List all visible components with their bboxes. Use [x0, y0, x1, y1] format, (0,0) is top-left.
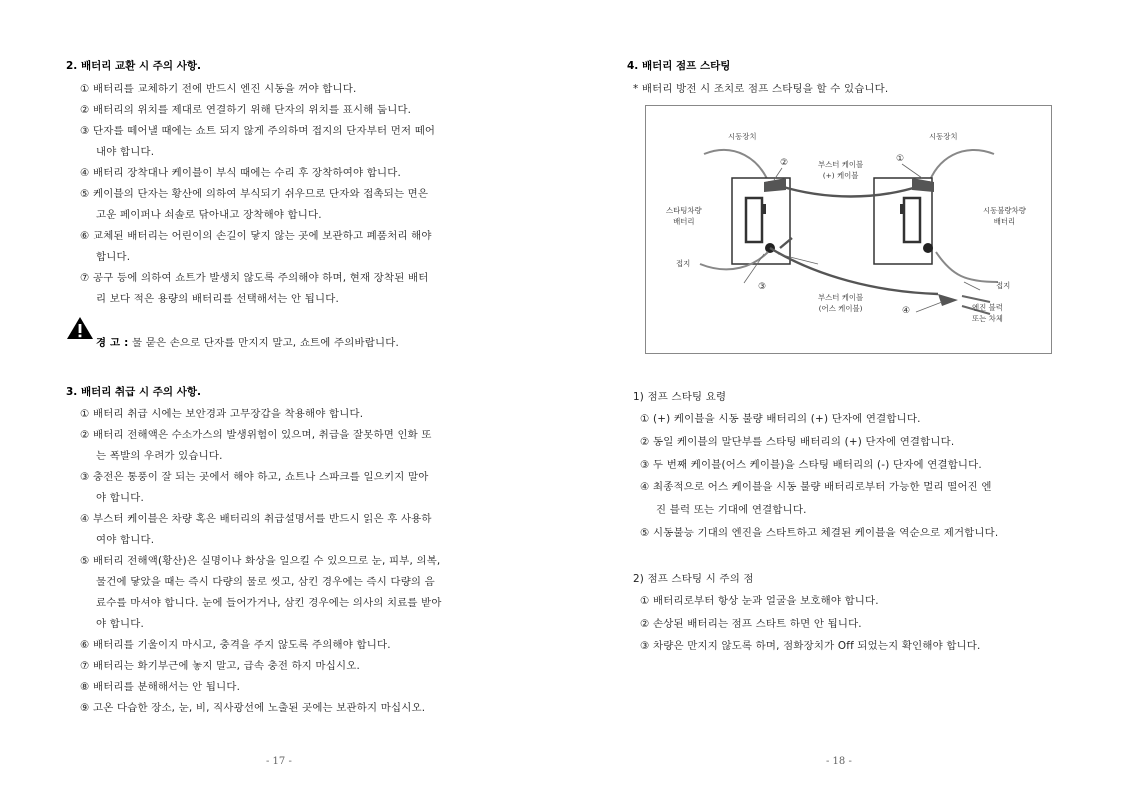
page-number-left: - 17 - — [266, 756, 292, 767]
section3-line: ① 배터리 취급 시에는 보안경과 고무장갑을 착용해야 합니다. — [80, 408, 364, 420]
page-number-right: - 18 - — [826, 756, 852, 767]
earth-cable-label: 부스터 케이블 (어스 케이블) — [818, 293, 864, 313]
warning-label: 경 고 : — [96, 337, 129, 349]
warning-message: 물 묻은 손으로 단자를 만지지 말고, 쇼트에 주의바랍니다. — [128, 337, 399, 349]
section3-line: 야 합니다. — [96, 492, 144, 504]
section3-line: 료수를 마셔야 합니다. 눈에 들어가거나, 삼킨 경우에는 의사의 치료를 받아 — [96, 597, 442, 609]
marker-2: ② — [780, 158, 789, 168]
section2-line: 고운 페이퍼나 쇠솔로 닦아내고 장착해야 합니다. — [96, 209, 322, 221]
section2-line: ⑥ 교체된 배터리는 어린이의 손길이 닿지 않는 곳에 보관하고 폐품처리 해야 — [80, 230, 432, 242]
marker-4: ④ — [902, 306, 911, 316]
section2-line: 합니다. — [96, 251, 131, 263]
subsection1-heading: 1) 점프 스타팅 요령 — [633, 391, 727, 403]
subsection2-line: ③ 차량은 만지지 않도록 하며, 점화장치가 Off 되었는지 확인해야 합니다. — [640, 640, 981, 652]
right-minus-terminal — [923, 243, 933, 253]
section2-heading: 2. 배터리 교환 시 주의 사항. — [66, 60, 201, 72]
left-battery-label: 스타팅차량 배터리 — [666, 206, 702, 226]
section4-note: * 배터리 방전 시 조치로 점프 스타팅을 할 수 있습니다. — [633, 83, 889, 95]
section2-line: ⑦ 공구 등에 의하여 쇼트가 발생치 않도록 주의해야 하며, 현재 장착된 배터 — [80, 272, 429, 284]
marker-1: ① — [896, 154, 905, 164]
subsection2-heading: 2) 점프 스타팅 시 주의 점 — [633, 573, 754, 585]
subsection2-line: ② 손상된 배터리는 점프 스타트 하면 안 됩니다. — [640, 618, 862, 630]
jump-start-diagram — [645, 105, 1052, 354]
section3-heading: 3. 배터리 취급 시 주의 사항. — [66, 386, 201, 398]
section2-line: ⑤ 케이블의 단자는 황산에 의하여 부식되기 쉬우므로 단자와 접촉되는 면은 — [80, 188, 429, 200]
section3-line: ② 배터리 전해액은 수소가스의 발생위험이 있으며, 취급을 잘못하면 인화 또 — [80, 429, 432, 441]
plus-cable-label: 부스터 케이블 (+) 케이블 — [818, 160, 864, 180]
section2-line: ② 배터리의 위치를 제대로 연결하기 위해 단자의 위치를 표시해 둡니다. — [80, 104, 412, 116]
earth-clamp — [938, 294, 958, 306]
right-device-label: 시동장치 — [929, 132, 958, 141]
marker-3: ③ — [758, 282, 767, 292]
right-starter-wire — [928, 150, 994, 186]
section2-line: 내야 합니다. — [96, 146, 155, 158]
warning-icon — [66, 316, 94, 340]
section3-line: ⑥ 배터리를 기울이지 마시고, 충격을 주지 않도록 주의해야 합니다. — [80, 639, 391, 651]
section3-line: 여야 합니다. — [96, 534, 155, 546]
subsection2-line: ① 배터리로부터 항상 눈과 얼굴을 보호해야 합니다. — [640, 595, 879, 607]
right-battery-label: 시동불량차량 배터리 — [983, 206, 1026, 226]
right-ground-wire — [936, 252, 998, 282]
subsection1-line: ① (+) 케이블을 시동 불량 배터리의 (+) 단자에 연결합니다. — [640, 413, 921, 425]
section3-line: 야 합니다. — [96, 618, 144, 630]
section3-line: ⑦ 배터리는 화기부근에 놓지 말고, 급속 충전 하지 마십시오. — [80, 660, 361, 672]
section3-line: ④ 부스터 케이블은 차량 혹은 배터리의 취급설명서를 반드시 읽은 후 사용하 — [80, 513, 432, 525]
subsection1-line: 진 블럭 또는 기대에 연결합니다. — [656, 504, 807, 516]
section2-line: ③ 단자를 떼어낼 때에는 쇼트 되지 않게 주의하며 접지의 단자부터 먼저 떼어 — [80, 125, 436, 137]
right-ground-label: 접지 — [996, 281, 1011, 290]
section2-line: 리 보다 적은 용량의 배터리를 선택해서는 안 됩니다. — [96, 293, 340, 305]
left-ground-label: 접지 — [676, 259, 691, 268]
section3-line: ⑤ 배터리 전해액(황산)은 실명이나 화상을 일으킬 수 있으므로 눈, 피부, 의복, — [80, 555, 441, 567]
section4-heading: 4. 배터리 점프 스타팅 — [627, 60, 731, 72]
section3-line: ⑨ 고온 다습한 장소, 눈, 비, 직사광선에 노출된 곳에는 보관하지 마십시오. — [80, 702, 426, 714]
section2-line: ④ 배터리 장착대나 케이블이 부식 때에는 수리 후 장착하여야 합니다. — [80, 167, 401, 179]
section3-line: 는 폭발의 우려가 있습니다. — [96, 450, 223, 462]
engine-block-label: 엔진 블럭 또는 차체 — [972, 303, 1003, 323]
section2-line: ① 배터리를 교체하기 전에 반드시 엔진 시동을 꺼야 합니다. — [80, 83, 357, 95]
left-device-label: 시동장치 — [728, 132, 757, 141]
subsection1-line: ③ 두 번째 케이블(어스 케이블)을 스타팅 배터리의 (-) 단자에 연결합니다. — [640, 459, 982, 471]
warning-text — [96, 334, 399, 349]
section3-line: ⑧ 배터리를 분해해서는 안 됩니다. — [80, 681, 241, 693]
subsection1-line: ② 동일 케이블의 말단부를 스타팅 배터리의 (+) 단자에 연결합니다. — [640, 436, 955, 448]
section3-line: 물건에 닿았을 때는 즉시 다량의 물로 씻고, 삼킨 경우에는 즉시 다량의 음 — [96, 576, 435, 588]
subsection1-line: ⑤ 시동불능 기대의 엔진을 스타트하고 체결된 케이블을 역순으로 제거합니다. — [640, 527, 999, 539]
section3-line: ③ 충전은 통풍이 잘 되는 곳에서 해야 하고, 쇼트나 스파크를 일으키지 말아 — [80, 471, 429, 483]
subsection1-line: ④ 최종적으로 어스 케이블을 시동 불량 배터리로부터 가능한 멀리 떨어진 엔 — [640, 481, 992, 493]
